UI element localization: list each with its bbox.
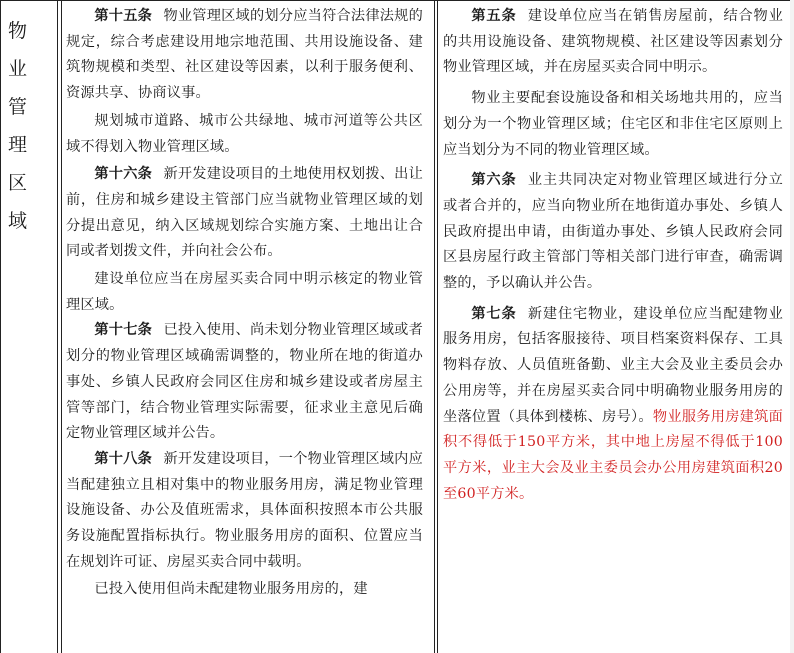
right-articles [443,4,783,507]
article-18-title: 第十八条 [94,450,153,467]
category-char: 管 [8,96,29,118]
article-18-text: 新开发建设项目，一个物业管理区域内应当配建独立且相对集中的物业服务用房，满足物业管理设施设备、办公及值班需求，具体面积按照本市公共服务设施配置指标执行。物业服务用房的面积、位置应当在规划许可证、房屋买卖合同中载明。 [66,450,423,570]
vertical-scrollbar[interactable] [790,0,794,653]
article-15-title: 第十五条 [94,8,153,24]
category-char: 区 [8,172,29,194]
category-char: 域 [8,210,29,232]
article-16-paragraph-2: 建设单位应当在房屋买卖合同中明示核定的物业管理区域。 [66,271,423,313]
article-5-paragraph-1 [443,4,783,81]
article-6-title: 第六条 [471,172,517,189]
article-15-text: 物业管理区域的划分应当符合法律法规的规定，综合考虑建设用地宗地范围、共用设施设备、建筑物规模和类型、社区建设等因素，以利于服务便利、资源共享、协商议事。 [66,8,423,102]
article-18-paragraph-1 [66,447,423,576]
article-5-paragraph-2: 物业主要配套设施设备和相关场地共用的，应当划分为一个物业管理区域；住宅区和非住宅区原则上应当划分为不同的物业管理区域。 [443,90,783,158]
article-5-text: 建设单位应当在销售房屋前，结合物业的共用设施设备、建筑物规模、社区建设等因素划分物业管理区域，并在房屋买卖合同中明示。 [443,8,783,76]
article-18-paragraph-2: 已投入使用但尚未配建物业服务用房的，建 [94,581,368,598]
left-articles [66,4,423,603]
article-6-paragraph-1 [443,168,783,297]
article-17-paragraph-1 [66,318,423,447]
article-6-text: 业主共同决定对物业管理区域进行分立或者合并的，应当向物业所在地街道办事处、乡镇人民政府提出申请，由街道办事处、乡镇人民政府会同区县房屋行政主管部门等相关部门进行审查，确需调整的，予以确认并公告。 [443,172,783,292]
category-char: 物 [8,20,29,42]
article-15-paragraph-2: 规划城市道路、城市公共绿地、城市河道等公共区域不得划入物业管理区域。 [66,112,423,155]
article-16-text: 新开发建设项目的土地使用权划拨、出让前，住房和城乡建设主管部门应当就物业管理区域的划分提出意见，纳入区域规划综合实施方案、土地出让合同或者划拨文件，并向社会公布。 [66,166,423,260]
article-17-text: 已投入使用、尚未划分物业管理区域或者划分的物业管理区域确需调整的，物业所在地的街道办事处、乡镇人民政府会同区住房和城乡建设或者房屋主管等部门，结合物业管理实际需要，征求业主意见后确定物业管理区域并公告。 [66,322,423,442]
article-5-title: 第五条 [471,8,517,24]
article-7-text: 新建住宅物业，建设单位应当配建物业服务用房，包括客服接待、项目档案资料保存、工具物料存放、人员值班备勤、业主大会及业主委员会办公用房等，并在房屋买卖合同中明确物业服务用房的坐落位置（具体到楼栋、房号）。 [443,305,783,425]
category-label [8,12,50,240]
category-char: 业 [8,58,29,80]
article-16-paragraph-1 [66,162,423,265]
article-7-paragraph-1 [443,302,783,508]
category-char: 理 [8,134,29,156]
article-16-title: 第十六条 [94,166,153,183]
article-15-paragraph-1 [66,4,423,107]
article-17-title: 第十七条 [94,322,153,339]
article-7-highlight-text: 物业服务用房建筑面积不得低于150平方米，其中地上房屋不得低于100平方米，业主大会及业主委员会办公用房建筑面积20至60平方米。 [443,408,783,502]
article-7-title: 第七条 [471,305,517,322]
